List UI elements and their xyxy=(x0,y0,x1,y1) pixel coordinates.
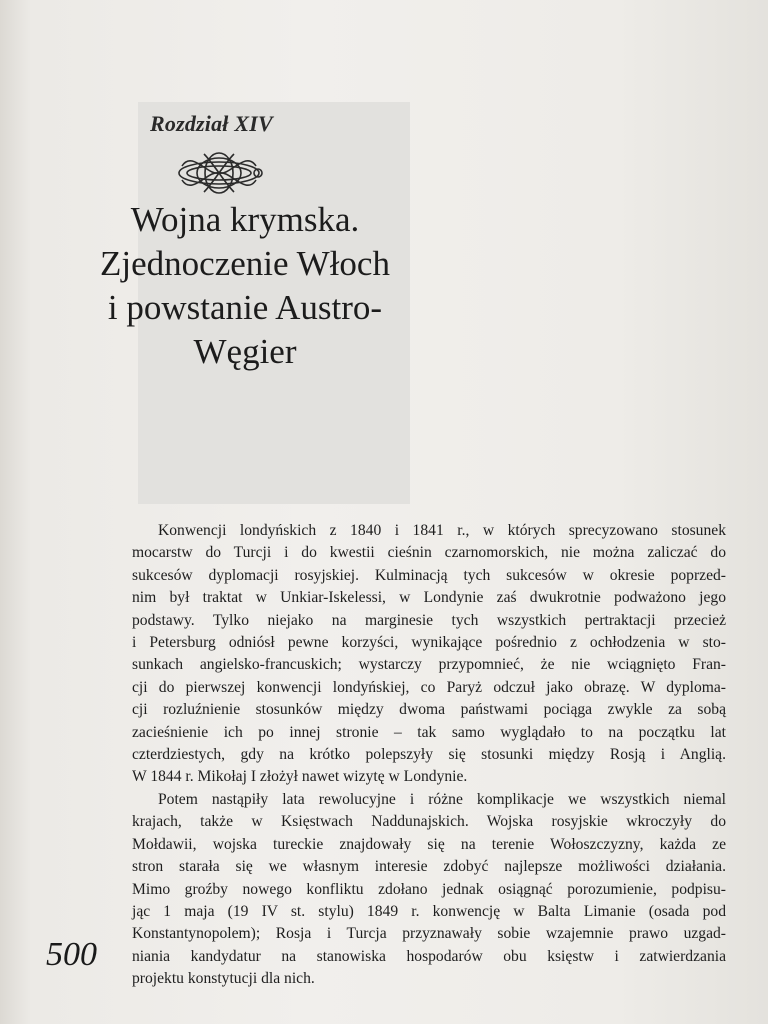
text-line: niania kandydatur na stanowiska hospodarów obu księstw i zatwierdzania xyxy=(132,947,726,965)
text-line: mocarstw do Turcji i do kwestii cieśnin czarnomorskich, nie można zaliczać do xyxy=(132,544,726,562)
text-line: cji rozluźnienie stosunków między dwoma państwami pociąga zwykle za sobą xyxy=(132,701,726,719)
text-line: projektu konstytucji dla nich. xyxy=(132,970,315,988)
text-line: krajach, także w Księstwach Naddunajskich. Wojska rosyjskie wkroczyły do xyxy=(132,813,726,831)
text-line: Potem nastąpiły lata rewolucyjne i różne komplikacje we wszystkich niemal xyxy=(158,790,726,808)
title-line: Zjednoczenie Włoch xyxy=(100,244,390,283)
text-line: podstawy. Tylko niejako na marginesie tych wszystkich pertraktacji przecież xyxy=(132,611,726,629)
text-line: cji do pierwszej konwencji londyńskiej, co Paryż odczuł jako obrazę. W dyploma- xyxy=(132,678,726,696)
flourish-ornament-icon xyxy=(174,146,264,200)
text-line: stron starała się we własnym interesie zdobyć najlepsze możliwości działania. xyxy=(132,858,726,876)
chapter-title xyxy=(60,198,430,374)
text-line: i Petersburg odniósł pewne korzyści, wynikające pośrednio z ochłodzenia w sto- xyxy=(132,634,726,652)
body-text xyxy=(132,520,726,991)
page-number: 500 xyxy=(46,936,97,973)
title-line: i powstanie Austro- xyxy=(107,288,383,327)
text-line: W 1844 r. Mikołaj I złożył nawet wizytę w Londynie. xyxy=(132,768,468,786)
text-line: Mimo groźby nowego konfliktu zdołano jednak osiągnąć porozumienie, podpisu- xyxy=(132,880,726,898)
text-line: Konstantynopolem); Rosja i Turcja przyznawały sobie wzajemnie prawo uzgad- xyxy=(132,925,726,943)
text-line: nim był traktat w Unkiar-Iskelessi, w Londynie zaś dwukrotnie podważono jego xyxy=(132,589,726,607)
text-line: czterdziestych, gdy na krótko polepszyły się stosunki między Rosją i Anglią. xyxy=(132,746,726,764)
text-line: Konwencji londyńskich z 1840 i 1841 r., w których sprecyzowano stosunek xyxy=(158,522,726,539)
text-line: sukcesów dyplomacji rosyjskiej. Kulminacją tych sukcesów w okresie poprzed- xyxy=(132,566,726,584)
title-line: Węgier xyxy=(193,332,297,371)
text-line: Mołdawii, wojska tureckie znajdowały się na terenie Wołoszczyzny, każda ze xyxy=(132,835,726,853)
text-line: zacieśnienie ich po innej stronie – tak samo wyglądało to na początku lat xyxy=(132,723,726,741)
text-line: sunkach angielsko-francuskich; wystarczy przypomnieć, że nie wciągnięto Fran- xyxy=(132,656,726,674)
title-line: Wojna krymska. xyxy=(130,200,360,239)
text-line: jąc 1 maja (19 IV st. stylu) 1849 r. konwencję w Balta Limanie (osada pod xyxy=(132,902,726,920)
chapter-label: Rozdział XIV xyxy=(150,111,273,136)
